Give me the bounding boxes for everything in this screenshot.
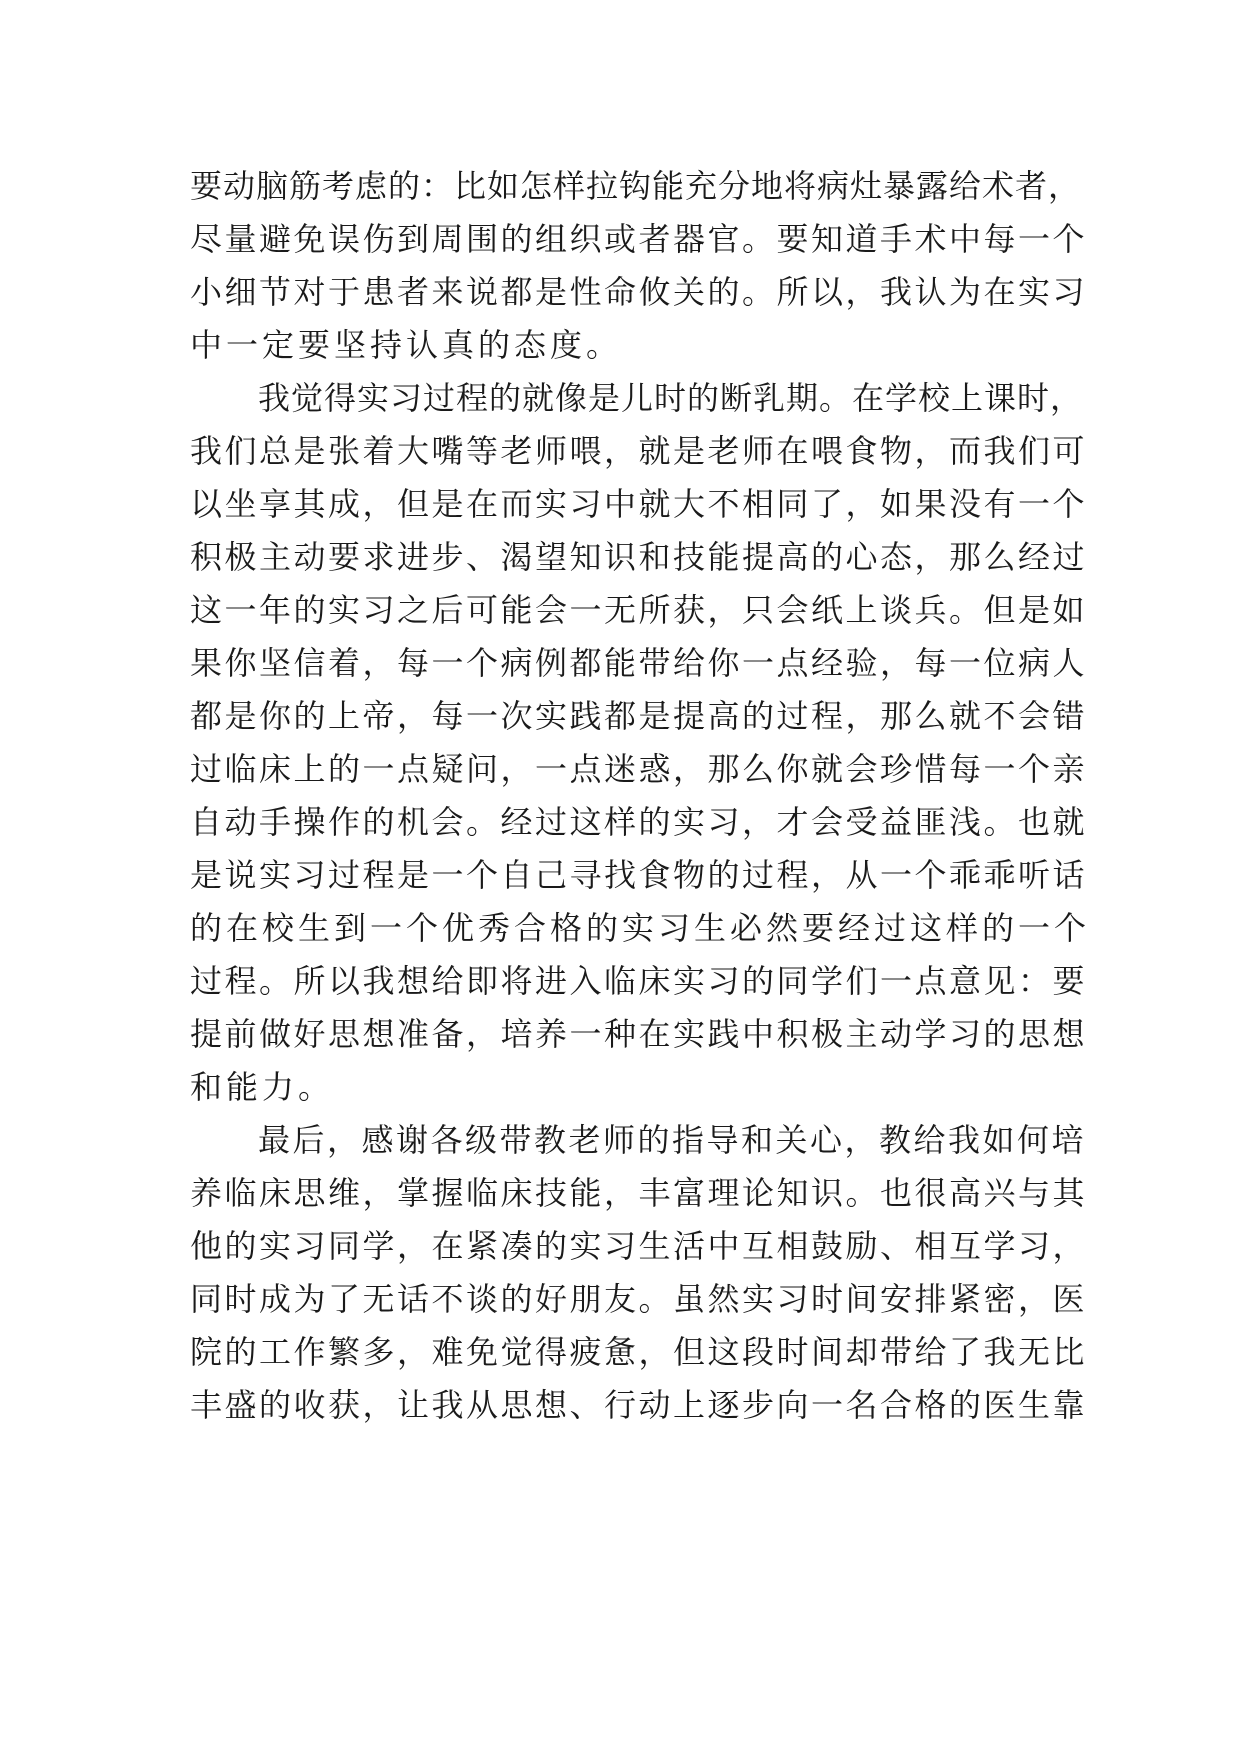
- text-line: 都是你的上帝，每一次实践都是提高的过程，那么就不会错: [190, 697, 1088, 735]
- text-line: 小细节对于患者来说都是性命攸关的。所以，我认为在实习: [190, 273, 1088, 311]
- text-line: 果你坚信着，每一个病例都能带给你一点经验，每一位病人: [190, 644, 1088, 682]
- paragraph: [190, 1114, 1090, 1432]
- text-line: 丰盛的收获，让我从思想、行动上逐步向一名合格的医生靠: [190, 1386, 1088, 1424]
- text-line: 养临床思维，掌握临床技能，丰富理论知识。也很高兴与其: [190, 1174, 1088, 1212]
- paragraph: [190, 372, 1090, 1114]
- text-line: 尽量避免误伤到周围的组织或者器官。要知道手术中每一个: [190, 220, 1088, 258]
- text-line: 自动手操作的机会。经过这样的实习，才会受益匪浅。也就: [190, 803, 1088, 841]
- text-line: 和能力。: [190, 1068, 335, 1106]
- text-line: 我们总是张着大嘴等老师喂，就是老师在喂食物，而我们可: [190, 432, 1088, 470]
- text-line: 积极主动要求进步、渴望知识和技能提高的心态，那么经过: [190, 538, 1088, 576]
- text-line: 最后，感谢各级带教老师的指导和关心，教给我如何培: [258, 1121, 1087, 1159]
- text-line: 是说实习过程是一个自己寻找食物的过程，从一个乖乖听话: [190, 856, 1088, 894]
- text-line: 这一年的实习之后可能会一无所获，只会纸上谈兵。但是如: [190, 591, 1088, 629]
- text-line: 要动脑筋考虑的：比如怎样拉钩能充分地将病灶暴露给术者，: [190, 167, 1082, 205]
- text-line: 同时成为了无话不谈的好朋友。虽然实习时间安排紧密，医: [190, 1280, 1088, 1318]
- text-line: 提前做好思想准备，培养一种在实践中积极主动学习的思想: [190, 1015, 1088, 1053]
- text-line: 中一定要坚持认真的态度。: [190, 326, 623, 364]
- text-line: 以坐享其成，但是在而实习中就大不相同了，如果没有一个: [190, 485, 1088, 523]
- paragraph: [190, 160, 1090, 372]
- text-line: 院的工作繁多，难免觉得疲惫，但这段时间却带给了我无比: [190, 1333, 1088, 1371]
- text-line: 过临床上的一点疑问，一点迷惑，那么你就会珍惜每一个亲: [190, 750, 1088, 788]
- text-line: 他的实习同学，在紧凑的实习生活中互相鼓励、相互学习，: [190, 1227, 1088, 1265]
- document-body: [190, 160, 1090, 1432]
- text-line: 过程。所以我想给即将进入临床实习的同学们一点意见：要: [190, 962, 1088, 1000]
- text-line: 的在校生到一个优秀合格的实习生必然要经过这样的一个: [190, 909, 1091, 947]
- text-line: 我觉得实习过程的就像是儿时的断乳期。在学校上课时，: [258, 379, 1084, 417]
